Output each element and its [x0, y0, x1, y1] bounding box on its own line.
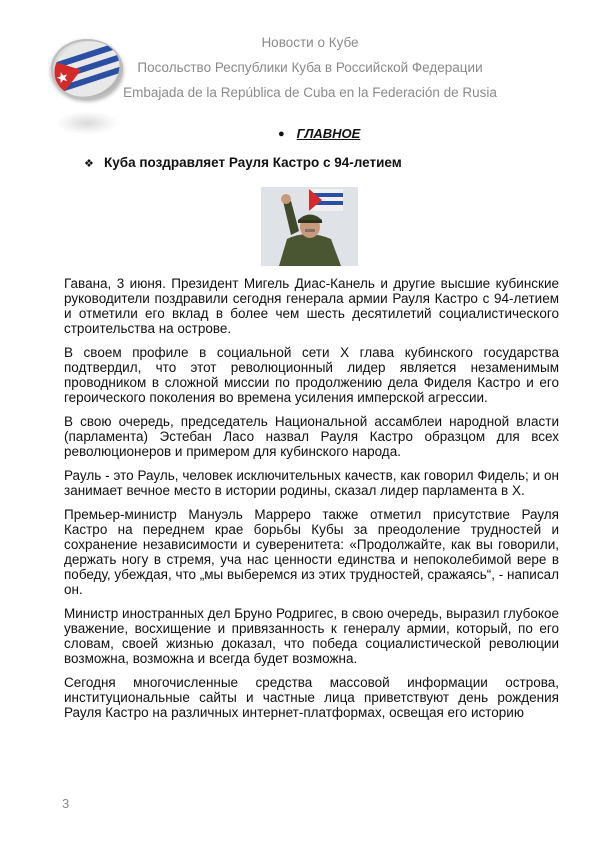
section-label: ГЛАВНОЕ [296, 126, 361, 141]
article-title-text: Куба поздравляет Рауля Кастро с 94-летием [104, 155, 402, 170]
paragraph-4: Рауль - это Рауль, человек исключительных качеств, как говорил Фидель; и он занимает вечное место в истории родины, сказал лидер парламента в X. [64, 468, 559, 498]
article-body [64, 276, 559, 729]
paragraph-3: В свою очередь, председатель Национальной ассамблеи народной власти (парламента) Эстебан Ласо назвал Рауля Кастро образцом для всех революционеров и примером для кубинского народа. [64, 414, 559, 459]
article-title [84, 155, 402, 170]
header-title: Новости о Кубе [261, 35, 359, 50]
paragraph-7: Сегодня многочисленные средства массовой информации острова, институциональные сайты и частные лица приветствуют день рождения Рауля Кастро на различных интернет-платформах, освещая его историю [64, 675, 559, 720]
paragraph-1: Гавана, 3 июня. Президент Мигель Диас-Канель и другие высшие кубинские руководители поздравили сегодня генерала армии Рауля Кастро с 94-летием и отметили его вклад в более чем шесть десятилетий социалистического строительства на острове. [64, 276, 559, 336]
diamond-bullet-icon: ❖ [84, 158, 94, 170]
header-embassy-es: Embajada de la República de Cuba en la Federación de Rusia [123, 85, 497, 100]
paragraph-5: Премьер-министр Мануэль Марреро также отметил присутствие Рауля Кастро на переднем крае борьбы Кубы за преодоление трудностей и сохранение независимости и суверенитета: «Продолжайте, как вы говорили, держать ногу в стремя, уча нас ценности единства и непоколебимой вере в победу, убеждая, что „мы выберемся из этих трудностей, сражаясь“, - написал он. [64, 507, 559, 597]
raul-castro-saluting-photo [261, 187, 358, 266]
paragraph-6: Министр иностранных дел Бруно Родригес, в свою очередь, выразил глубокое уважение, восхищение и привязанность к генералу армии, который, по его словам, своей жизнью доказал, что победа социалистической революции возможна, возможна и всегда будет возможна. [64, 606, 559, 666]
section-heading [278, 126, 360, 141]
paragraph-2: В своем профиле в социальной сети X глава кубинского государства подтвердил, что этот революционный лидер является незаменимым проводником в сложной миссии по продолжению дела Фиделя Кастро и его героического поколения во времена усиления имперской агрессии. [64, 345, 559, 405]
header-embassy-ru: Посольство Республики Куба в Российской Федерации [137, 60, 483, 75]
logo-reflection [58, 112, 116, 134]
bullet-icon: ● [278, 128, 285, 140]
page-number: 3 [62, 796, 70, 811]
